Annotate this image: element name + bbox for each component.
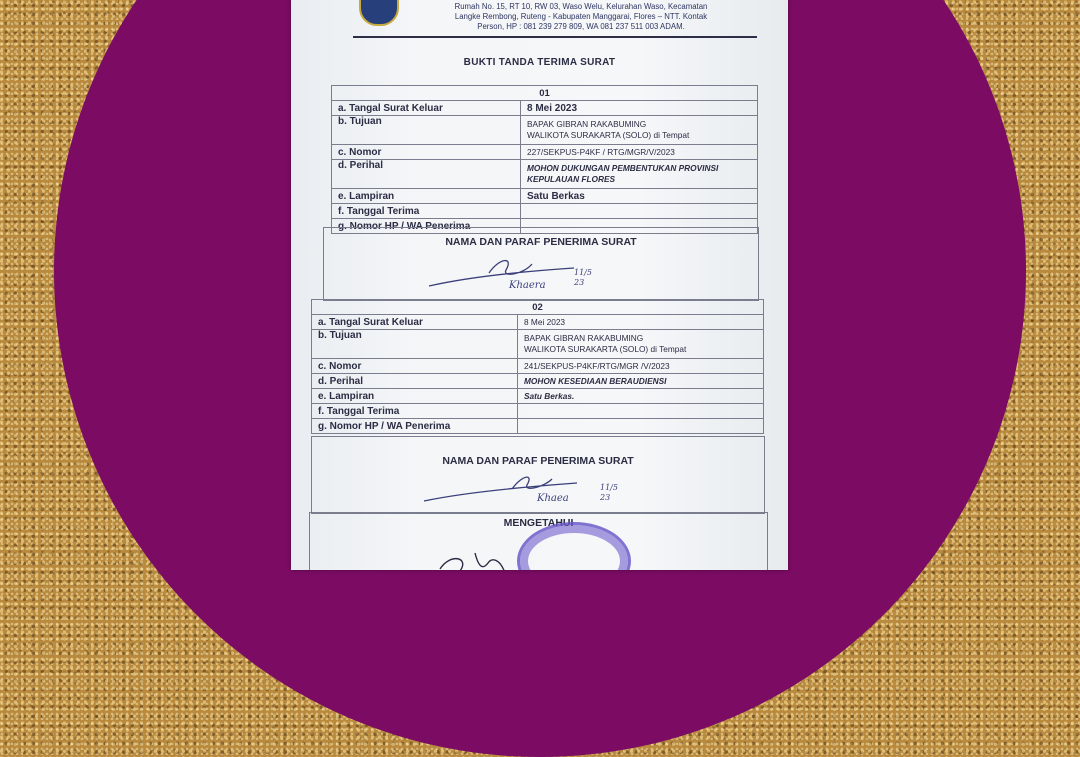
receipt-01-table	[331, 85, 758, 234]
row-value: Satu Berkas	[521, 189, 758, 204]
row-label: f. Tanggal Terima	[332, 204, 521, 219]
letterhead-line: Langke Rembong, Ruteng - Kabupaten Manggarai, Flores – NTT. Kontak	[454, 12, 708, 21]
receipt-number: 02	[312, 300, 764, 315]
row-value: BAPAK GIBRAN RAKABUMING	[524, 333, 644, 343]
row-label: c. Nomor	[332, 145, 521, 160]
row-label: f. Tanggal Terima	[312, 404, 518, 419]
letterhead-line: Person, HP : 081 239 279 809, WA 081 237 511 003 ADAM.	[477, 22, 685, 31]
row-label: c. Nomor	[312, 359, 518, 374]
receipt-02-signature-box	[311, 436, 765, 514]
row-value: BAPAK GIBRAN RAKABUMING	[527, 119, 647, 129]
row-label: a. Tangal Surat Keluar	[312, 315, 518, 330]
receipt-number: 01	[332, 86, 758, 101]
handwritten-date: 11/5 23	[600, 483, 618, 502]
receipt-01-signature-box	[323, 227, 759, 301]
handwritten-date: 11/5 23	[574, 268, 592, 287]
row-value-line2: WALIKOTA SURAKARTA (SOLO) di Tempat	[524, 344, 687, 354]
row-value: Satu Berkas.	[518, 389, 764, 404]
row-value-line2: KEPULAUAN FLORES	[527, 174, 616, 184]
row-value	[521, 204, 758, 219]
row-label: d. Perihal	[312, 374, 518, 389]
signature-title: NAMA DAN PARAF PENERIMA SURAT	[445, 236, 637, 248]
row-value: 227/SEKPUS-P4KF / RTG/MGR/V/2023	[521, 145, 758, 160]
letterhead-address	[411, 2, 751, 32]
row-label: g. Nomor HP / WA Penerima	[312, 419, 518, 434]
row-label: a. Tangal Surat Keluar	[332, 101, 521, 116]
handwritten-name: Khaea	[537, 493, 569, 504]
row-value: 8 Mei 2023	[521, 101, 758, 116]
row-label: e. Lampiran	[312, 389, 518, 404]
row-value	[518, 404, 764, 419]
row-label: b. Tujuan	[332, 116, 521, 145]
row-value: 8 Mei 2023	[518, 315, 764, 330]
row-value	[518, 419, 764, 434]
row-value: 241/SEKPUS-P4KF/RTG/MGR /V/2023	[518, 359, 764, 374]
receipt-document	[291, 0, 788, 570]
organization-logo	[359, 0, 399, 26]
row-label: e. Lampiran	[332, 189, 521, 204]
acknowledgement-title: MENGETAHUI	[503, 517, 574, 529]
row-label: g. Nomor HP / WA Penerima	[332, 219, 521, 234]
letterhead-line: Rumah No. 15, RT 10, RW 03, Waso Welu, Kelurahan Waso, Kecamatan	[454, 2, 708, 11]
signature-title: NAMA DAN PARAF PENERIMA SURAT	[442, 455, 634, 467]
document-title: BUKTI TANDA TERIMA SURAT	[463, 57, 616, 68]
row-label: d. Perihal	[332, 160, 521, 189]
receipt-02-table	[311, 299, 764, 434]
row-value-line2: WALIKOTA SURAKARTA (SOLO) di Tempat	[527, 130, 690, 140]
row-label: b. Tujuan	[312, 330, 518, 359]
row-value: MOHON KESEDIAAN BERAUDIENSI	[518, 374, 764, 389]
handwritten-name: Khaera	[509, 280, 546, 291]
letterhead-divider	[353, 36, 757, 38]
row-value: MOHON DUKUNGAN PEMBENTUKAN PROVINSI	[527, 163, 719, 173]
